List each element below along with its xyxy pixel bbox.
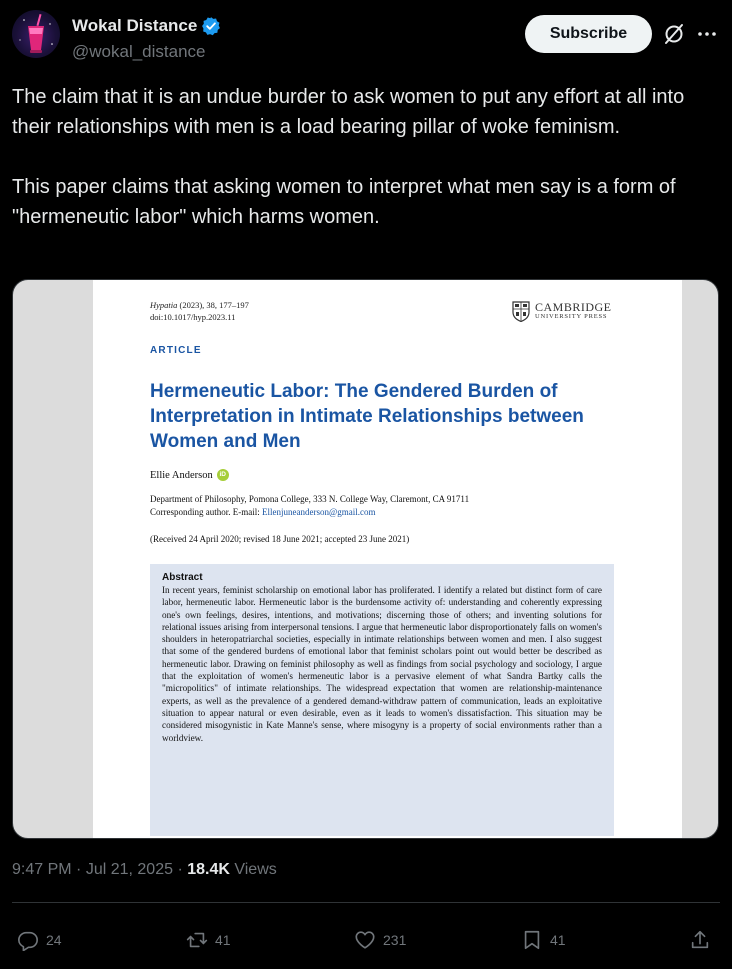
article-label: ARTICLE [150, 345, 202, 356]
publisher-sub: UNIVERSITY PRESS [535, 312, 608, 320]
tweet-header [0, 0, 732, 70]
paper-page [93, 280, 682, 839]
repost-button[interactable] [186, 920, 231, 960]
views-count: 18.4K [187, 861, 230, 878]
bookmark-icon [521, 929, 543, 951]
verified-badge-icon [201, 16, 221, 36]
publisher-logo [512, 301, 612, 322]
author-display-name[interactable]: Wokal Distance [72, 16, 198, 35]
paper-author-name: Ellie Anderson [150, 469, 213, 481]
abstract-body: In recent years, feminist scholarship on emotional labor has proliferated. I identify a related but distinct form of care labor, hermeneutic labor. Hermeneutic labor is the burdensome activity of: understanding and coherently expressing one's own feelings, desires, intentions, and motivations; discerning those of others; and inventing solutions for relational issues arising from interpersonal tensions. I argue that hermeneutic labor disproportionately falls on women's shoulders in heteropatriarchal societies, especially in intimate relationships between women and men. I also suggest that some of the gendered burdens of emotional labor that feminist scholars point out would better be described as hermeneutic labor. Drawing on feminist philosophy as well as findings from social psychology and sociology, I argue that the exploitation of women's hermeneutic labor is a pervasive element of what Sandra Bartky calls the "micropolitics" of intimate relationships. The widespread expectation that women are relationship-maintenance experts, as well as the prevalence of a gendered demand-withdraw pattern of communication, leads an exploitative situation to appear natural or even desirable, even as it leads to women's dissatisfaction. This situation may be considered misogynistic in Kate Manne's sense, where misogyny is a property of social environments rather than a worldview. [162, 585, 602, 743]
paper-author [150, 469, 229, 481]
journal-doi: doi:10.1017/hyp.2023.11 [150, 312, 236, 322]
journal-volume: (2023), 38, 177–197 [177, 300, 249, 310]
share-icon [689, 929, 711, 951]
reply-button[interactable] [17, 920, 62, 960]
orcid-icon: iD [217, 469, 229, 481]
author-name-row[interactable] [72, 16, 221, 36]
reply-count: 24 [46, 932, 62, 948]
meta-separator: · [71, 861, 86, 878]
more-icon[interactable] [696, 22, 718, 46]
subscribe-button[interactable]: Subscribe [525, 15, 652, 53]
action-bar [0, 920, 732, 960]
author-email: Ellenjuneanderson@gmail.com [261, 507, 376, 517]
bookmark-button[interactable] [521, 920, 566, 960]
abstract-box [150, 564, 614, 836]
like-button[interactable] [354, 920, 406, 960]
received-dates: (Received 24 April 2020; revised 18 June 2021; accepted 23 June 2021) [150, 534, 410, 544]
paper-title: Hermeneutic Labor: The Gendered Burden of Interpretation in Intimate Relationships between Women and Men [150, 381, 584, 452]
cambridge-shield-icon [512, 301, 530, 322]
repost-count: 41 [215, 932, 231, 948]
meta-separator: · [173, 861, 188, 878]
journal-name: Hypatia [150, 300, 178, 310]
grok-icon[interactable] [662, 22, 686, 46]
tweet-image[interactable] [12, 279, 719, 839]
publisher-name: CAMBRIDGE [535, 299, 612, 314]
tweet-time[interactable]: 9:47 PM [12, 861, 72, 878]
cosmic-drink-icon [12, 10, 60, 58]
journal-citation [150, 299, 249, 323]
views-label: Views [229, 861, 277, 878]
tweet-text [12, 82, 724, 232]
affiliation-line: Department of Philosophy, Pomona College, 333 N. College Way, Claremont, CA 91711 [150, 494, 470, 504]
abstract-heading: Abstract [162, 572, 203, 583]
avatar[interactable] [12, 10, 60, 58]
tweet-date[interactable]: Jul 21, 2025 [85, 861, 173, 878]
repost-icon [186, 929, 208, 951]
corresponding-label: Corresponding author. E-mail: [150, 507, 262, 517]
heart-icon [354, 929, 376, 951]
tweet-paragraph: This paper claims that asking women to interpret what men say is a form of "hermeneutic labor" which harms women. [12, 176, 676, 228]
share-button[interactable] [689, 920, 711, 960]
tweet-paragraph: The claim that it is an undue burder to ask women to put any effort at all into their relationships with men is a load bearing pillar of woke feminism. [12, 86, 685, 138]
tweet-meta [12, 861, 277, 879]
like-count: 231 [383, 932, 407, 948]
bookmark-count: 41 [550, 932, 566, 948]
author-handle[interactable]: @wokal_distance [72, 42, 206, 61]
paper-affiliation [150, 493, 469, 519]
reply-icon [17, 929, 39, 951]
divider [12, 902, 720, 903]
